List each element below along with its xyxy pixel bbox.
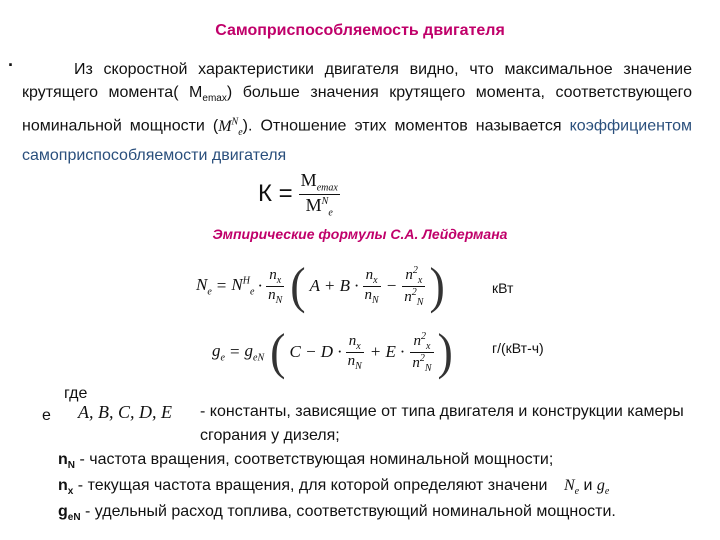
f1-close-paren: )	[429, 257, 445, 314]
k-den-subscript: e	[328, 207, 333, 219]
f2-open-paren: (	[270, 323, 286, 380]
power-unit: кВт	[492, 280, 514, 296]
k-num-letter: M	[300, 170, 317, 190]
f1-coef-superscript: H	[242, 275, 250, 287]
f1-sq-den-letter: n	[404, 288, 412, 305]
f1-open-paren: (	[290, 257, 306, 314]
f1-sq-den-sup: 2	[411, 286, 417, 298]
f2-sq-den-sup: 2	[419, 352, 425, 364]
f2-lhs-subscript: e	[220, 352, 225, 364]
f1-ratio	[266, 267, 284, 306]
f1-lhs	[196, 275, 212, 297]
where-sub: е	[42, 407, 51, 424]
f1-ratio-b-num-letter: n	[365, 266, 374, 283]
paragraph-part-2: ) больше значения крутящего момента, соответствующего номинальной мощности (	[22, 84, 692, 135]
legend-geN	[58, 500, 616, 530]
f2-ratio-den-sub: N	[355, 360, 362, 372]
f2-close-paren: )	[437, 323, 453, 380]
k-num-subscript: emax	[316, 182, 338, 194]
f2-ratio	[346, 333, 364, 372]
f2-ratio-den-letter: n	[347, 352, 356, 369]
f1-sq-den	[402, 287, 425, 308]
key-term: коэффициентом самоприспособляемости двигателя	[22, 117, 692, 164]
nN-subscript: N	[67, 460, 76, 472]
f2-sq-num-letter: n	[413, 332, 421, 349]
men-letter: M	[218, 117, 232, 135]
k-fraction	[299, 170, 340, 218]
f1-minus: −	[386, 276, 397, 295]
nx-ne-subscript: e	[574, 486, 580, 498]
f2-coef-letter: g	[244, 340, 254, 360]
f1-sq-den-sub: N	[416, 296, 424, 308]
nx-description: - текущая частота вращения, для которой определяют значени	[77, 477, 548, 494]
f1-term-a: A + B ·	[309, 276, 359, 295]
f2-sq-den-sub: N	[424, 362, 432, 374]
nx-letter: n	[58, 477, 68, 494]
f2-term-e: + E ·	[369, 342, 405, 361]
f1-lhs-subscript: e	[207, 286, 212, 298]
nx-symbol	[58, 477, 74, 498]
f1-ratio-num	[266, 267, 284, 287]
f1-sq-num-letter: n	[405, 266, 413, 283]
f2-sq-num-sup: 2	[420, 330, 426, 342]
nN-description: - частота вращения, соответствующая номинальной мощности;	[79, 451, 554, 468]
nx-ge-letter: g	[596, 477, 605, 494]
k-lhs: К =	[258, 180, 293, 208]
fuel-unit: г/(кВт-ч)	[492, 340, 544, 356]
k-formula	[258, 170, 340, 218]
f1-ratio-num-letter: n	[269, 266, 277, 283]
f1-ratio-num-sub: x	[276, 274, 282, 286]
f1-ratio-b	[363, 267, 381, 306]
f1-ratio-den-letter: n	[268, 286, 276, 303]
nx-ge-subscript: e	[604, 486, 610, 498]
f1-sq-num-sup: 2	[412, 264, 418, 276]
f1-coef-letter: N	[231, 274, 243, 294]
f1-ratio-den-sub: N	[275, 294, 283, 306]
geN-symbol	[58, 503, 81, 524]
f1-dot: ·	[257, 276, 264, 295]
constants-description: - константы, зависящие от типа двигателя и конструкции камеры сгорания у дизеля;	[200, 403, 684, 444]
f2-sq-den-letter: n	[412, 354, 420, 371]
page-title: Самоприспособляемость двигателя	[215, 22, 505, 39]
f2-sq-num-sub: x	[425, 340, 431, 352]
f2-sq-den	[410, 353, 433, 374]
bullet-marker: .	[8, 50, 14, 70]
where-label: где	[64, 385, 88, 402]
f1-coef	[231, 275, 254, 297]
k-denominator	[299, 195, 340, 219]
f1-ratio-b-den	[363, 287, 381, 306]
paragraph-part-3: ). Отношение этих моментов называется	[242, 117, 570, 135]
nx-ne-symbol	[563, 477, 580, 498]
fuel-formula	[212, 320, 453, 384]
nN-letter: n	[58, 451, 68, 468]
f2-lhs-letter: g	[212, 340, 221, 360]
f1-ratio-b-den-sub: N	[372, 294, 379, 306]
nx-and: и	[583, 477, 593, 494]
geN-letter: g	[58, 503, 68, 520]
f2-ratio-num	[346, 333, 364, 353]
f1-lhs-letter: N	[196, 274, 208, 294]
constants-list: A, B, C, D, E	[78, 402, 172, 422]
f2-lhs	[212, 341, 225, 363]
f1-ratio-b-num	[363, 267, 381, 287]
nx-ge-symbol	[596, 477, 610, 498]
f1-sq-num	[402, 265, 425, 287]
f1-equals: =	[216, 276, 227, 295]
f1-ratio-den	[266, 287, 284, 306]
men-superscript: N	[231, 116, 239, 128]
men-symbol	[218, 116, 243, 138]
section-subtitle: Эмпирические формулы С.А. Лейдермана	[212, 226, 508, 242]
k-numerator	[299, 170, 340, 195]
f1-coef-subscript: e	[249, 286, 255, 298]
f2-ratio-den	[346, 353, 364, 372]
f2-ratio-num-sub: x	[356, 340, 361, 352]
f2-coef	[245, 341, 265, 363]
f1-square-ratio	[402, 265, 425, 308]
k-den-letter: M	[305, 194, 322, 215]
f2-coef-subscript: eN	[253, 352, 265, 364]
f1-ratio-b-num-sub: x	[373, 274, 378, 286]
f1-ratio-b-den-letter: n	[364, 286, 373, 303]
f2-sq-num	[410, 331, 433, 353]
intro-paragraph	[22, 58, 692, 167]
f2-equals: =	[229, 342, 240, 361]
f2-term-c: C − D ·	[289, 342, 342, 361]
f2-ratio-num-letter: n	[348, 332, 357, 349]
emax-subscript: emax	[202, 93, 227, 105]
k-den-superscript: N	[321, 195, 329, 207]
geN-description: - удельный расход топлива, соответствующий номинальной мощности.	[85, 503, 616, 520]
geN-subscript: eN	[67, 512, 81, 524]
nx-ne-letter: N	[563, 477, 575, 494]
paragraph-part-1: Из скоростной характеристики двигателя видно, что максимальное значение крутящего момента( M	[22, 61, 692, 101]
nx-subscript: x	[67, 486, 74, 498]
power-formula	[196, 254, 445, 318]
nN-symbol	[58, 451, 76, 472]
f1-sq-num-sub: x	[417, 274, 423, 286]
f2-square-ratio	[410, 331, 433, 374]
men-subscript: e	[238, 126, 243, 138]
